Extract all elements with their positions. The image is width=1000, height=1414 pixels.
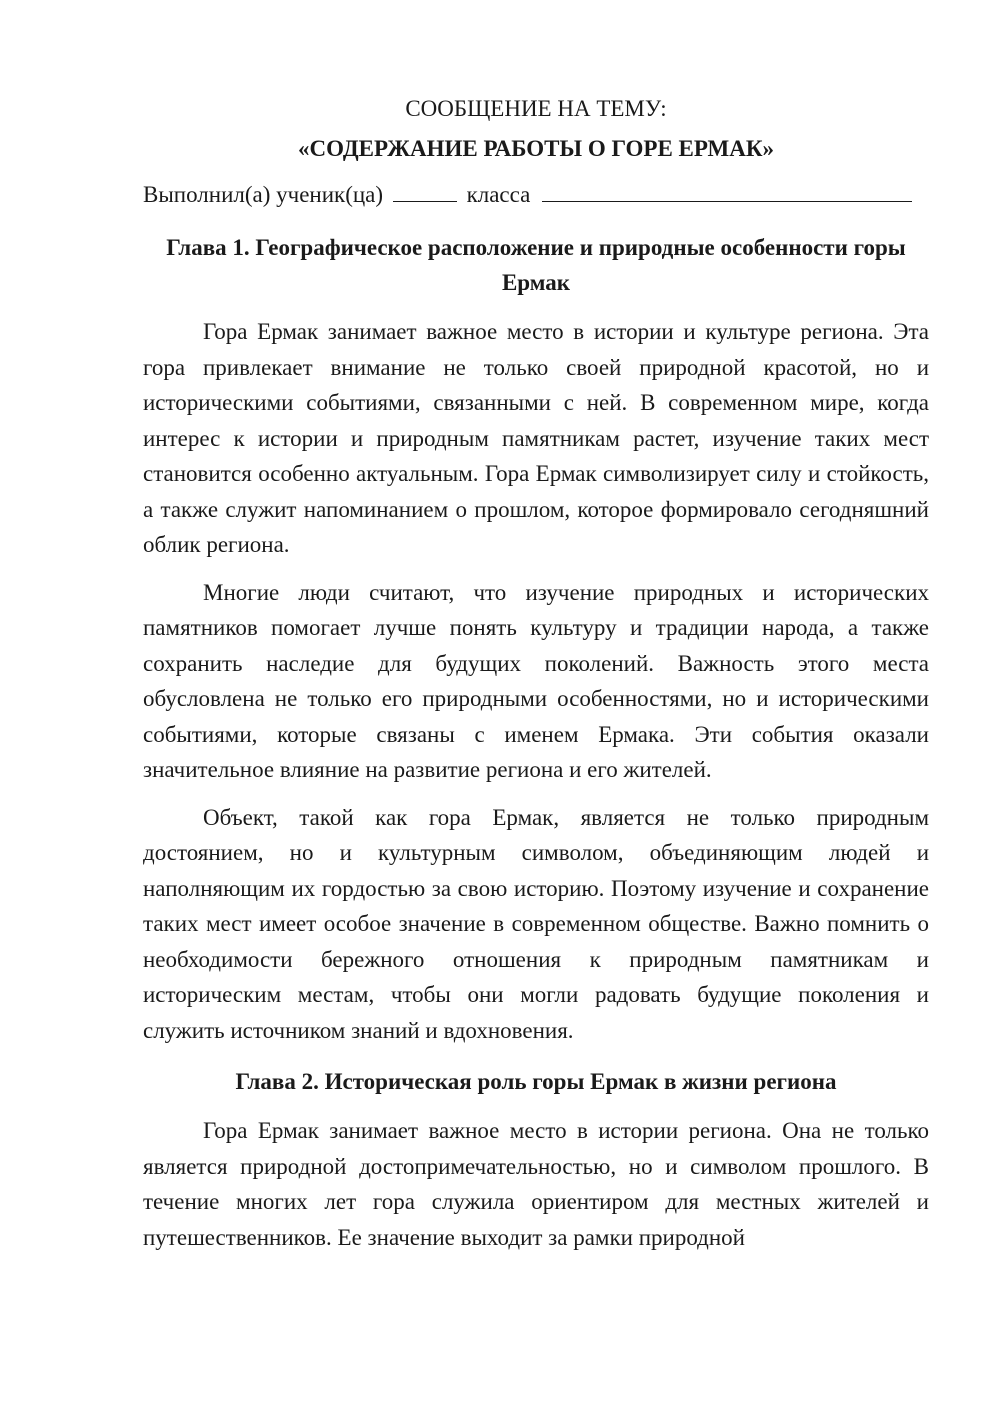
name-blank[interactable] bbox=[542, 181, 912, 202]
chapter-1-heading: Глава 1. Географическое расположение и природные особенности горы Ермак bbox=[166, 235, 906, 295]
class-blank[interactable] bbox=[393, 181, 457, 202]
chapter-2-paragraph-1: Гора Ермак занимает важное место в истории региона. Она не только является природной достопримечательностью, но и символом прошлого. В течение многих лет гора служила ориентиром для местных жителей и путешественников. Ее значение выходит за рамки природной bbox=[143, 1118, 929, 1250]
document-subtitle: «СОДЕРЖАНИЕ РАБОТЫ О ГОРЕ ЕРМАК» bbox=[298, 136, 774, 161]
chapter-1-paragraph-3: Объект, такой как гора Ермак, является не только природным достоянием, но и культурным символом, объединяющим людей и наполняющим их гордостью за свою историю. Поэтому изучение и сохранение таких мест имеет особое значение в современном обществе. Важно помнить о необходимости бережного отношения к природным памятникам и историческим местам, чтобы они могли радовать будущие поколения и служить источником знаний и вдохновения. bbox=[143, 804, 929, 1043]
chapter-1-paragraph-1: Гора Ермак занимает важное место в истории и культуре региона. Эта гора привлекает внимание не только своей природной красотой, но и историческими событиями, связанными с ней. В современном мире, когда интерес к истории и природным памятникам растет, изучение таких мест становится особенно актуальным. Гора Ермак символизирует силу и стойкость, а также служит напоминанием о прошлом, которое формировало сегодняшний облик региона. bbox=[143, 319, 929, 557]
document-page bbox=[143, 92, 929, 1267]
chapter-1-paragraph-2: Многие люди считают, что изучение природных и исторических памятников помогает лучше понять культуру и традиции народа, а также сохранить наследие для будущих поколений. Важность этого места обусловлена не только его природными особенностями, но и историческими событиями, которые связаны с именем Ермака. Эти события оказали значительное влияние на развитие региона и его жителей. bbox=[143, 579, 929, 782]
author-middle: класса bbox=[466, 182, 531, 207]
document-title: СООБЩЕНИЕ НА ТЕМУ: bbox=[405, 96, 667, 121]
author-line bbox=[143, 178, 929, 212]
author-prefix: Выполнил(а) ученик(ца) bbox=[143, 182, 384, 207]
chapter-2-heading: Глава 2. Историческая роль горы Ермак в жизни региона bbox=[235, 1069, 837, 1094]
